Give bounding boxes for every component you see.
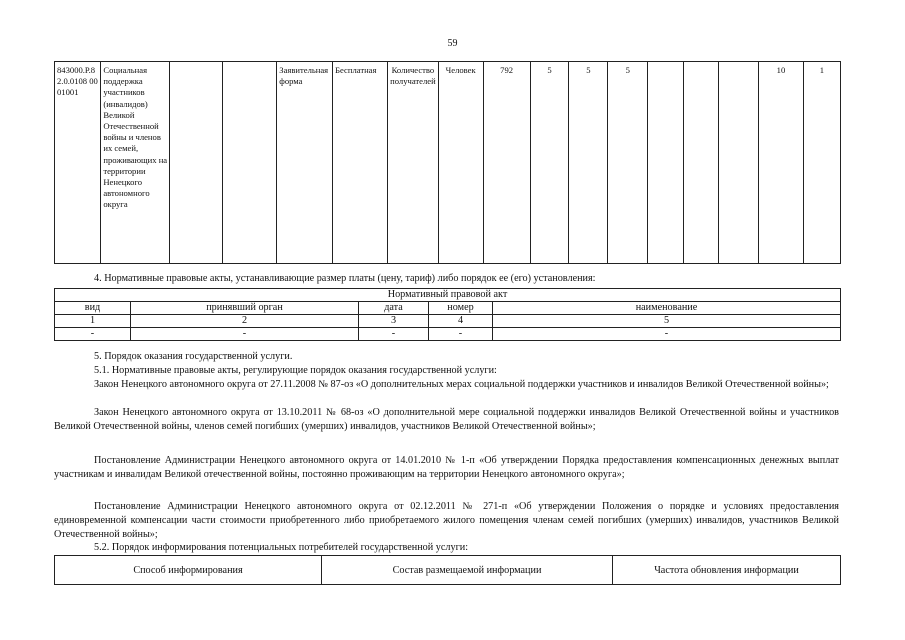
section-5-1-heading: 5.1. Нормативные правовые акты, регулирующие порядок оказания государственной услуги: <box>94 365 497 376</box>
service-code: 843000.Р.82.0.0108 0001001 <box>55 62 101 264</box>
column-header: вид <box>55 302 131 315</box>
normative-act: Постановление Администрации Ненецкого автономного округа от 02.12.2011 № 271-п «Об утверждении Положения о порядке и условиях предоставления единовременной компенсации части стоимости приобретенного либо приобретаемого жилого помещения членам семей погибших (умерших) инвалидов, участников Великой Отечественной войны»; <box>54 501 839 540</box>
table-cell: 4 <box>429 315 493 328</box>
section-5-2-heading: 5.2. Порядок информирования потенциальных потребителей государственной услуги: <box>94 542 469 553</box>
table-cell: 3 <box>359 315 429 328</box>
table-cell <box>648 62 684 264</box>
table-row <box>55 289 841 302</box>
indicator-name: Количество получателей <box>388 62 439 264</box>
informing-table <box>54 555 841 585</box>
value-cell: 792 <box>483 62 530 264</box>
table-row <box>55 328 841 341</box>
service-name: Социальная поддержка участников (инвалидов) Великой Отечественной войны и членов их семей, проживающих на территории Ненецкого автономного округа <box>101 62 170 264</box>
value-cell: 5 <box>530 62 569 264</box>
normative-act: Закон Ненецкого автономного округа от 13.10.2011 № 68-оз «О дополнительной мере социальной поддержки инвалидов Великой Отечественной войны и участников Великой Отечественной войны, членов семей погибших (умерших) инвалидов, участников Великой Отечественной войны»; <box>54 407 839 432</box>
section-4-heading: 4. Нормативные правовые акты, устанавливающие размер платы (цену, тариф) либо порядок ее (его) установления: <box>94 273 596 284</box>
table-cell <box>683 62 718 264</box>
normative-acts-table <box>54 288 841 341</box>
column-header: Частота обновления информации <box>613 556 841 585</box>
column-header: номер <box>429 302 493 315</box>
column-header: Способ информирования <box>55 556 322 585</box>
unit: Человек <box>438 62 483 264</box>
table-cell: - <box>493 328 841 341</box>
column-header: принявший орган <box>131 302 359 315</box>
value-cell: 1 <box>803 62 840 264</box>
column-header: дата <box>359 302 429 315</box>
table-header-row <box>55 556 841 585</box>
table-cell: 2 <box>131 315 359 328</box>
page-number: 59 <box>447 38 458 49</box>
value-cell: 10 <box>759 62 804 264</box>
table-row <box>55 62 841 264</box>
payment-type: Бесплатная <box>333 62 388 264</box>
application-form: Заявительная форма <box>277 62 333 264</box>
section-5-heading: 5. Порядок оказания государственной услуги. <box>94 351 293 362</box>
normative-act: Постановление Администрации Ненецкого автономного округа от 14.01.2010 № 1-п «Об утверждении Порядка предоставления компенсационных денежных выплат участникам и инвалидам Великой отечественной войны, постоянно проживающим на территории Ненецкого автономного округа»; <box>54 455 839 480</box>
table-cell <box>718 62 758 264</box>
service-indicator-table <box>54 61 841 264</box>
table-cell <box>170 62 223 264</box>
column-header: наименование <box>493 302 841 315</box>
table-cell: 1 <box>55 315 131 328</box>
table-cell: 5 <box>493 315 841 328</box>
table-cell: - <box>55 328 131 341</box>
table-cell: - <box>131 328 359 341</box>
column-header: Состав размещаемой информации <box>322 556 613 585</box>
table-cell: - <box>429 328 493 341</box>
table-cell: - <box>359 328 429 341</box>
table-title: Нормативный правовой акт <box>55 289 841 302</box>
table-cell <box>223 62 277 264</box>
value-cell: 5 <box>569 62 608 264</box>
normative-act: Закон Ненецкого автономного округа от 27.11.2008 № 87-оз «О дополнительных мерах социальной поддержки участников и инвалидов Великой Отечественной войны»; <box>94 379 829 390</box>
table-header-row <box>55 302 841 315</box>
value-cell: 5 <box>608 62 648 264</box>
table-row <box>55 315 841 328</box>
